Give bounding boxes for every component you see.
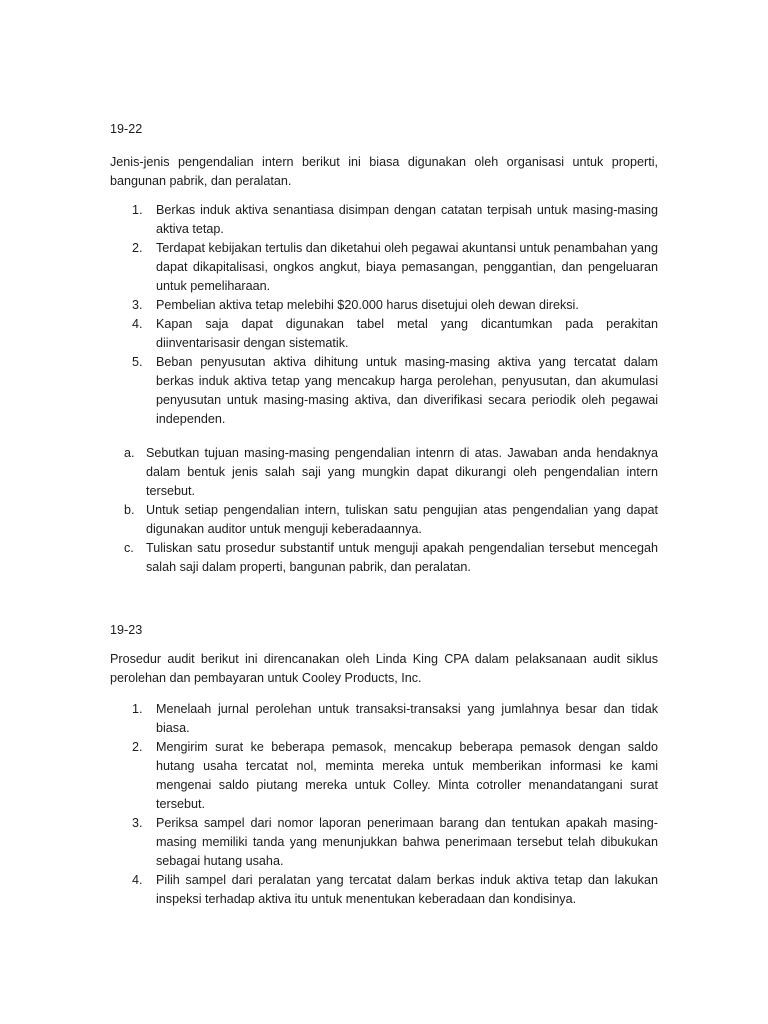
section-number: 19-23: [110, 623, 143, 637]
list-marker: 5.: [132, 355, 143, 369]
question-item: [110, 444, 658, 501]
question-marker: a.: [124, 446, 135, 460]
list-marker: 2.: [132, 740, 143, 754]
list-item-text: Pembelian aktiva tetap melebihi $20.000 harus disetujui oleh dewan direksi.: [156, 298, 579, 312]
list-item: [110, 814, 658, 871]
question-marker: c.: [124, 541, 134, 555]
list-item-text: Pilih sampel dari peralatan yang tercatat dalam berkas induk aktiva tetap dan lakukan inspeksi terhadap aktiva itu untuk menentukan keberadaan dan kondisinya.: [156, 873, 658, 906]
list-item-text: Beban penyusutan aktiva dihitung untuk masing-masing aktiva yang tercatat dalam berkas induk aktiva tetap yang mencakup harga perolehan, penyusutan, dan akumulasi penyusutan untuk masing-masing aktiva, dan diverifikasi secara periodik oleh pegawai independen.: [156, 355, 658, 426]
question-list: [110, 444, 658, 577]
numbered-list: [110, 700, 658, 909]
list-item: [110, 738, 658, 814]
list-item: [110, 871, 658, 909]
list-item-text: Mengirim surat ke beberapa pemasok, mencakup beberapa pemasok dengan saldo hutang usaha tercatat nol, meminta mereka untuk memberikan informasi ke kami mengenai saldo piutang mereka untuk Colley. Minta cotroller menandatangani surat tersebut.: [156, 740, 658, 811]
list-item: [110, 700, 658, 738]
question-item: [110, 539, 658, 577]
list-item-text: Periksa sampel dari nomor laporan penerimaan barang dan tentukan apakah masing-masing memiliki tanda yang menunjukkan bahwa penerimaan tersebut telah dibukukan sebagai hutang usaha.: [156, 816, 658, 868]
list-marker: 3.: [132, 816, 143, 830]
question-text: Tuliskan satu prosedur substantif untuk menguji apakah pengendalian tersebut mencegah salah saji dalam properti, bangunan pabrik, dan peralatan.: [146, 541, 658, 574]
list-marker: 1.: [132, 203, 143, 217]
section-intro: Jenis-jenis pengendalian intern berikut ini biasa digunakan oleh organisasi untuk properti, bangunan pabrik, dan peralatan.: [110, 155, 658, 188]
list-marker: 2.: [132, 241, 143, 255]
section-intro: Prosedur audit berikut ini direncanakan oleh Linda King CPA dalam pelaksanaan audit siklus perolehan dan pembayaran untuk Cooley Products, Inc.: [110, 652, 658, 685]
list-item-text: Menelaah jurnal perolehan untuk transaksi-transaksi yang jumlahnya besar dan tidak biasa.: [156, 702, 658, 735]
list-item: [110, 239, 658, 296]
list-item: [110, 353, 658, 429]
list-item: [110, 315, 658, 353]
list-marker: 4.: [132, 317, 143, 331]
list-item: [110, 201, 658, 239]
question-text: Untuk setiap pengendalian intern, tuliskan satu pengujian atas pengendalian yang dapat digunakan auditor untuk menguji keberadaannya.: [146, 503, 658, 536]
question-text: Sebutkan tujuan masing-masing pengendalian intenrn di atas. Jawaban anda hendaknya dalam bentuk jenis salah saji yang mungkin dapat dikurangi oleh pengendalian intern tersebut.: [146, 446, 658, 498]
list-marker: 3.: [132, 298, 143, 312]
section-number: 19-22: [110, 122, 143, 136]
numbered-list: [110, 201, 658, 429]
question-item: [110, 501, 658, 539]
list-item-text: Kapan saja dapat digunakan tabel metal yang dicantumkan pada perakitan diinventarisasir dengan sistematik.: [156, 317, 658, 350]
list-item: [110, 296, 658, 315]
question-marker: b.: [124, 503, 135, 517]
list-marker: 4.: [132, 873, 143, 887]
list-item-text: Berkas induk aktiva senantiasa disimpan dengan catatan terpisah untuk masing-masing aktiva tetap.: [156, 203, 658, 236]
list-marker: 1.: [132, 702, 143, 716]
list-item-text: Terdapat kebijakan tertulis dan diketahui oleh pegawai akuntansi untuk penambahan yang dapat dikapitalisasi, ongkos angkut, biaya pemasangan, penggantian, dan pengeluaran untuk pemeliharaan.: [156, 241, 659, 293]
